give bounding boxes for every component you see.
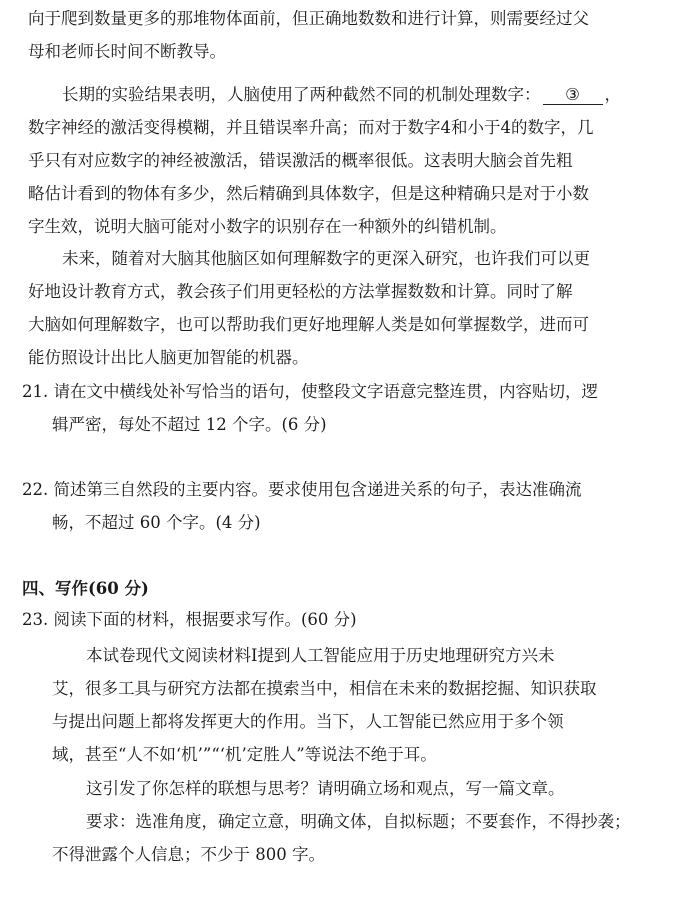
paragraph-3-line-4: 能仿照设计出比人脑更加智能的机器。	[28, 348, 309, 367]
requirement-line-1: 要求：选准角度，确定立意，明确文体，自拟标题；不要套作，不得抄袭；	[86, 812, 631, 831]
blank-3: ③	[543, 86, 603, 105]
task-line: 这引发了你怎样的联想与思考？请明确立场和观点，写一篇文章。	[86, 779, 565, 798]
material-line-4: 域，甚至“人不如‘机’”“‘机’定胜人”等说法不绝于耳。	[52, 745, 437, 764]
question-22-line-2: 畅，不超过 60 个字。(4 分)	[52, 513, 261, 532]
question-21-line-2: 辑严密，每处不超过 12 个字。(6 分)	[52, 415, 327, 434]
material-line-3: 与提出问题上都将发挥更大的作用。当下，人工智能已然应用于多个领	[52, 712, 564, 731]
material-line-1: 本试卷现代文阅读材料Ⅰ提到人工智能应用于历史地理研究方兴未	[86, 646, 555, 665]
section-4-title: 四、写作(60 分)	[22, 579, 149, 598]
question-23-line-1: 23. 阅读下面的材料，根据要求写作。(60 分)	[22, 610, 357, 629]
paragraph-2-line-4: 略估计看到的物体有多少，然后精确到具体数字，但是这种精确只是对于小数	[28, 184, 589, 203]
question-22-line-1: 22. 简述第三自然段的主要内容。要求使用包含递进关系的句子，表达准确流	[22, 480, 582, 499]
paragraph-2-line-1-text: 长期的实验结果表明，人脑使用了两种截然不同的机制处理数字：	[62, 85, 541, 104]
paragraph-2-line-3: 乎只有对应数字的神经被激活，错误激活的概率很低。这表明大脑会首先粗	[28, 151, 573, 170]
material-line-2: 艾，很多工具与研究方法都在摸索当中，相信在未来的数据挖掘、知识获取	[52, 679, 597, 698]
paragraph-2-line-5: 字生效，说明大脑可能对小数字的识别存在一种额外的纠错机制。	[28, 217, 507, 236]
requirement-line-2: 不得泄露个人信息；不少于 800 字。	[52, 845, 325, 864]
paragraph-3-line-1: 未来，随着对大脑其他脑区如何理解数字的更深入研究，也许我们可以更	[62, 249, 590, 268]
paragraph-1-line-1: 向于爬到数量更多的那堆物体面前，但正确地数数和进行计算，则需要经过父	[28, 9, 589, 28]
paragraph-2-line-2: 数字神经的激活变得模糊，并且错误率升高；而对于数字4和小于4的数字，几	[28, 118, 594, 137]
paragraph-3-line-2: 好地设计教育方式，教会孩子们用更轻松的方法掌握数数和计算。同时了解	[28, 282, 573, 301]
question-21-line-1: 21. 请在文中横线处补写恰当的语句，使整段文字语意完整连贯，内容贴切，逻	[22, 382, 598, 401]
paragraph-2-line-1-end: ，	[604, 85, 621, 104]
paragraph-3-line-3: 大脑如何理解数字，也可以帮助我们更好地理解人类是如何掌握数学，进而可	[28, 315, 589, 334]
paragraph-1-line-2: 母和老师长时间不断教导。	[28, 42, 226, 61]
paragraph-2-line-1	[62, 84, 621, 106]
